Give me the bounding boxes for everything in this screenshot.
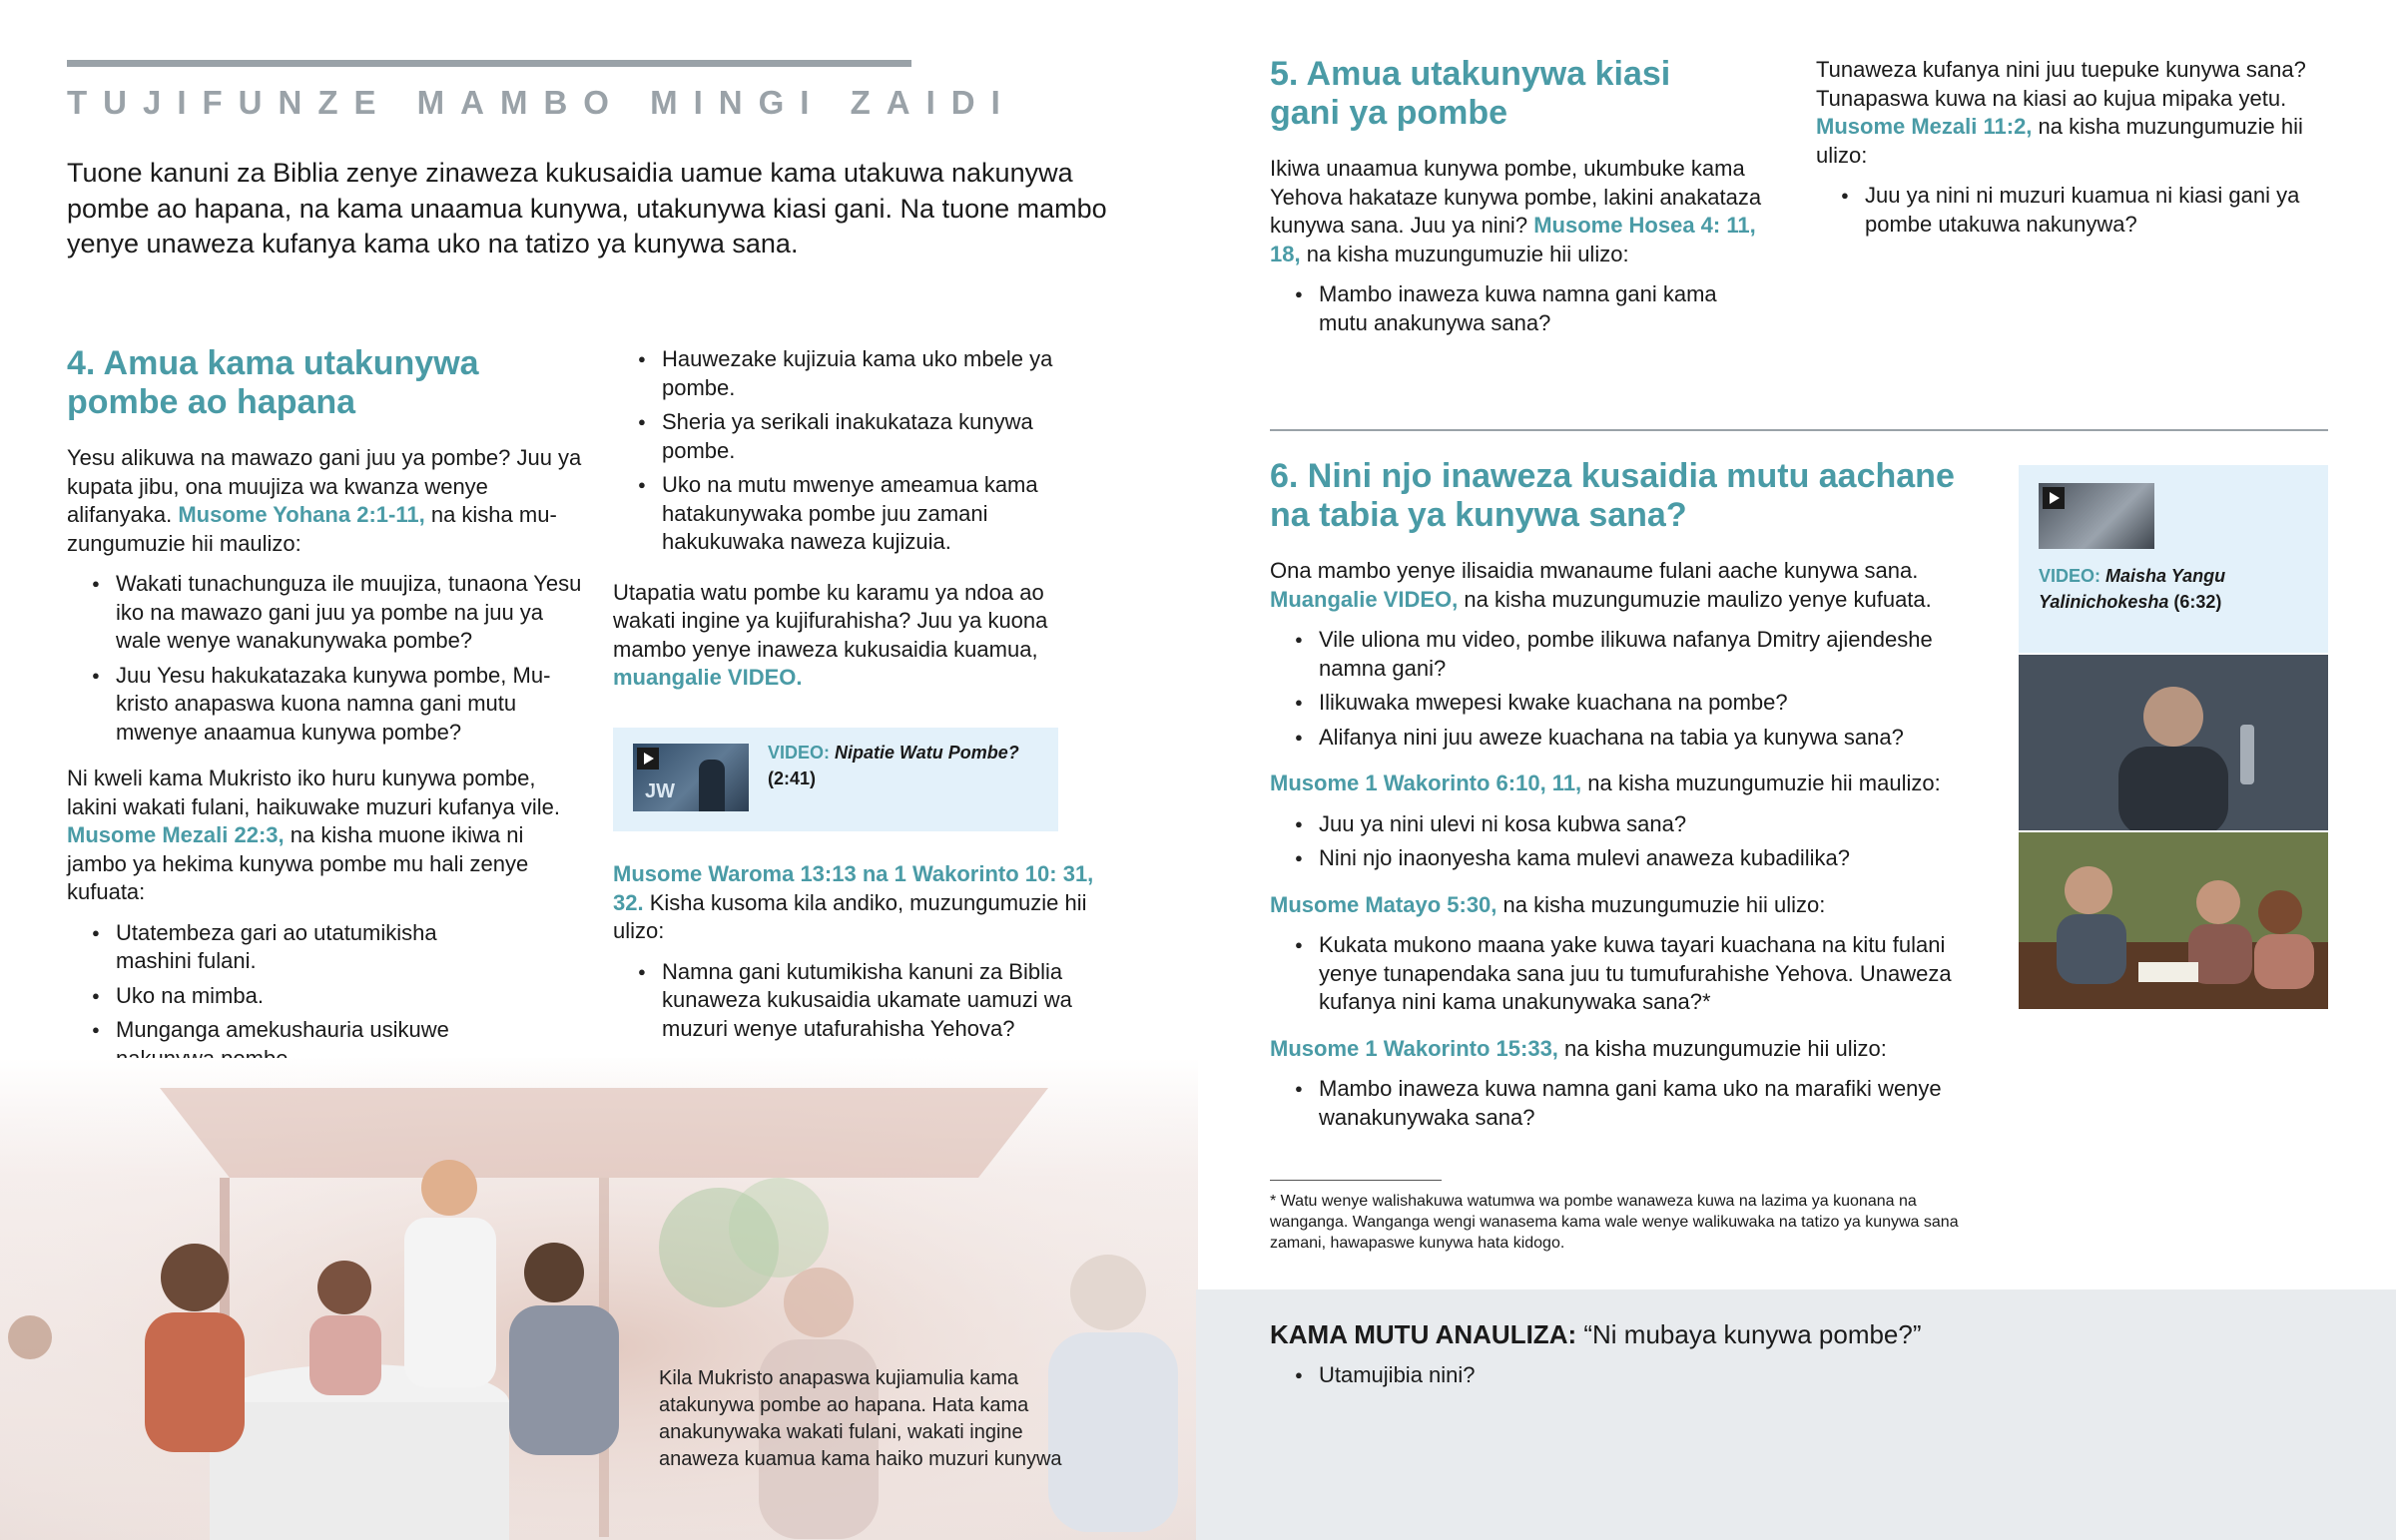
scripture-link-1cor-6[interactable]: Musome 1 Wakorinto 6:10, 11, (1270, 770, 1582, 795)
video-card-maisha[interactable] (2019, 465, 2328, 653)
section-6-bullets-2 (1295, 810, 1984, 873)
list-item: ● Nini njo inaonyesha kama mulevi anaweza kubadilika? (1295, 844, 1984, 873)
section-divider (1270, 429, 2328, 431)
section-6-bullets-3 (1295, 931, 1984, 1017)
play-icon[interactable] (637, 748, 659, 770)
section-4-column-1 (67, 344, 586, 1079)
section-5-heading: 5. Amua utakunywa kiasi gani ya pombe (1270, 55, 1671, 132)
scripture-link-hosea[interactable]: Musome Hosea 4: 11, 18, (1270, 213, 1756, 266)
video-card-nipatie[interactable] (613, 728, 1058, 831)
illustration-caption: Kila Mukristo anapaswa kujiamulia kama atakunywa pombe ao hapana. Hata kama anakunywaka wakati fulani, wakati ingine anaweza kuamua kama haiko muzuri kunywa (659, 1367, 1062, 1470)
video-duration: (2:41) (768, 769, 817, 788)
scripture-link-matthew[interactable]: Musome Matayo 5:30, (1270, 891, 1498, 917)
video-title[interactable]: Maisha Yangu Yalinichokesha (2039, 566, 2226, 612)
presenter-figure (699, 760, 725, 811)
list-item: ● Vile uliona mu video, pombe ilikuwa nafanya Dmitry ajiendeshe namna gani? (1295, 626, 1984, 683)
section-5-paragraph-2: Tunaweza kufanya nini juu tuepuke kunywa sana? Tunapaswa kuwa na kiasi ao kujua mipaka yetu. Musome Mezali 11:2, na kisha muzungumuzie hii ulizo: (1816, 57, 2306, 168)
ask-panel (1196, 1289, 2396, 1540)
section-4-bullets-4 (638, 958, 1077, 1044)
scripture-link-proverbs[interactable]: Musome Mezali 22:3, (67, 822, 285, 847)
list-item: ● Alifanya nini juu aweze kuachana na tabia ya kunywa sana? (1295, 724, 1984, 753)
section-4-paragraph-3: Utapatia watu pombe ku karamu ya ndoa ao wakati ingine ya kujifurahisha? Juu ya kuona mambo yenye inaweza kukusaidia kuamua, muangalie VIDEO. (613, 579, 1048, 690)
list-item: ● Sheria ya serikali inakukataza kunywa pombe. (638, 408, 1057, 465)
video-duration: (6:32) (2173, 592, 2222, 612)
video-still-study (2019, 832, 2328, 1009)
section-5-bullets-1 (1295, 280, 1734, 337)
section-4-bullets-3 (638, 345, 1057, 557)
section-6-bullets-4 (1295, 1075, 1984, 1132)
right-page (1198, 0, 2396, 1540)
ask-question: “Ni mubaya kunywa pombe?” (1583, 1319, 1922, 1349)
scripture-link-john[interactable]: Musome Yohana 2:1-11, (178, 502, 425, 527)
list-item: ● Ilikuwaka mwepesi kwake kuachana na pombe? (1295, 689, 1984, 718)
list-item: ● Namna gani kutumikisha kanuni za Biblia kunaweza kukusaidia ukamate uamuzi wa muzuri wenye utafurahisha Yehova? (638, 958, 1077, 1044)
section-6-paragraph-1: Ona mambo yenye ilisaidia mwanaume fulani aache kunywa sana. Muangalie VIDEO, na kisha muzungumuzie maulizo yenye kufuata. (1270, 558, 1932, 612)
footnote: * Watu wenye walishakuwa watumwa wa pombe wanaweza kuwa na lazima ya kuonana na wanganga. Wanganga wengi wanasema kama wale wenye walikuwaka na tatizo ya kunywa sana zamani, hawapaswe kunywa hata kidogo. (1270, 1193, 1959, 1252)
section-6-paragraph-4: Musome 1 Wakorinto 15:33, na kisha muzungumuzie hii ulizo: (1270, 1035, 1887, 1061)
scripture-link-1cor-15[interactable]: Musome 1 Wakorinto 15:33, (1270, 1035, 1558, 1061)
section-6-paragraph-3: Musome Matayo 5:30, na kisha muzungumuzie hii ulizo: (1270, 891, 1826, 917)
list-item: ● Juu Yesu hakukatazaka kunywa pombe, Mukristo anapaswa kuona namna gani mutu mwenye anaamua kunywa pombe? (92, 662, 586, 748)
section-4-column-2 (613, 345, 1112, 693)
video-title[interactable]: Nipatie Watu Pombe? (835, 743, 1019, 763)
section-4-bullets-2 (92, 919, 491, 1074)
list-item: ● Hauwezake kujizuia kama uko mbele ya pombe. (638, 345, 1057, 402)
ask-question-line (1270, 1317, 1922, 1351)
section-5-column-1 (1270, 55, 1789, 343)
section-4-heading: 4. Amua kama utakunywa pombe ao hapana (67, 344, 479, 421)
jw-logo: JW (645, 780, 675, 802)
list-item: ● Wakati tunachunguza ile muujiza, tunaona Yesu iko na mawazo gani juu ya pombe na juu ya wale wenye wanakunywaka pombe? (92, 570, 586, 656)
section-5-paragraph-1: Ikiwa unaamua kunywa pombe, ukumbuke kama Yehova hakataze kunywa pombe, lakini anakataza kunywa sana. Juu ya nini? Musome Hosea 4: 11, 18, na kisha muzungumuzie hii ulizo: (1270, 156, 1762, 266)
footnote-rule (1270, 1180, 1442, 1181)
section-4-column-2-lower (613, 860, 1122, 1049)
list-item: ● Kukata mukono maana yake kuwa tayari kuachana na kitu fulani yenye tunapendaka sana juu tu tumufurahishe Yehova. Unaweza kufanya nini kama unakunywaka sana?* (1295, 931, 1984, 1017)
section-6-content (1270, 457, 1999, 1138)
watch-video-link-2[interactable]: Muangalie VIDEO, (1270, 586, 1459, 612)
list-item: ● Mambo inaweza kuwa namna gani kama uko na marafiki wenye wanakunywaka sana? (1295, 1075, 1984, 1132)
list-item: ● Uko na mimba. (92, 982, 491, 1011)
video-thumbnail[interactable] (2039, 483, 2154, 549)
list-item: ● Utamujibia nini? (1295, 1361, 1894, 1390)
section-6-paragraph-2: Musome 1 Wakorinto 6:10, 11, na kisha muzungumuzie hii maulizo: (1270, 770, 1941, 795)
list-item: ● Juu ya nini ulevi ni kosa kubwa sana? (1295, 810, 1984, 839)
section-5-column-2 (1816, 56, 2335, 245)
video-caption: VIDEO: Nipatie Watu Pombe? (2:41) (768, 743, 1019, 788)
section-6-heading: 6. Nini njo inaweza kusaidia mutu aachane na tabia ya kunywa sana? (1270, 457, 1955, 534)
section-5-bullets-2 (1841, 182, 2320, 239)
list-item: ● Juu ya nini ni muzuri kuamua ni kiasi gani ya pombe utakuwa nakunywa? (1841, 182, 2320, 239)
list-item: ● Mambo inaweza kuwa namna gani kama mutu anakunywa sana? (1295, 280, 1734, 337)
section-kicker: TUJIFUNZE MAMBO MINGI ZAIDI (67, 84, 1016, 121)
video-still-man-alone (2019, 655, 2328, 830)
section-4-bullets-1 (92, 570, 586, 747)
list-item: ● Uko na mutu mwenye ameamua kama hatakunywaka pombe juu zamani hakukuwaka naweza kujizuia. (638, 471, 1057, 557)
section-4-paragraph-4: Musome Waroma 13:13 na 1 Wakorinto 10: 31, 32. Kisha kusoma kila andiko, muzungumuzie hii ulizo: (613, 861, 1094, 943)
ask-bullets (1295, 1361, 1894, 1396)
video-thumbnail[interactable] (633, 744, 749, 811)
header-rule (67, 60, 911, 67)
scripture-link-proverbs-11[interactable]: Musome Mezali 11:2, (1816, 114, 2033, 139)
play-icon[interactable] (2043, 487, 2065, 509)
watch-video-link[interactable]: muangalie VIDEO. (613, 665, 803, 690)
scripture-link-romans[interactable]: Musome Waroma 13:13 na 1 Wakorinto 10: 31, 32. (613, 861, 1094, 915)
section-6-bullets-1 (1295, 626, 1984, 752)
intro-paragraph: Tuone kanuni za Biblia zenye zinaweza kukusaidia uamue kama utakuwa nakunywa pombe ao hapana, na kama unaamua kunywa, utakunywa kiasi gani. Na tuone mambo yenye unaweza kufanya kama uko na tatizo ya kunywa sana. (67, 158, 1107, 258)
list-item: ● Utatembeza gari ao utatumikisha mashini fulani. (92, 919, 491, 976)
section-4-paragraph-1: Yesu alikuwa na mawazo gani juu ya pombe? Juu ya kupata jibu, ona muujiza wa kwanza wenye alifanyaka. Musome Yohana 2:1-11, na kisha muzungumuzie hii maulizo: (67, 445, 582, 556)
video-caption: VIDEO: Maisha Yangu Yalinichokesha (6:32) (2039, 566, 2226, 612)
list-item: ● Munganga amekushauria usikuwe (92, 1016, 491, 1073)
section-4-paragraph-2: Ni kweli kama Mukristo iko huru kunywa pombe, lakini wakati fulani, haikuwake muzuri kufanya vile. Musome Mezali 22:3, na kisha muone ikiwa ni jambo ya hekima kunywa pombe mu hali zenye kufuata: (67, 766, 561, 904)
ask-label: KAMA MUTU ANAULIZA: (1270, 1319, 1577, 1349)
